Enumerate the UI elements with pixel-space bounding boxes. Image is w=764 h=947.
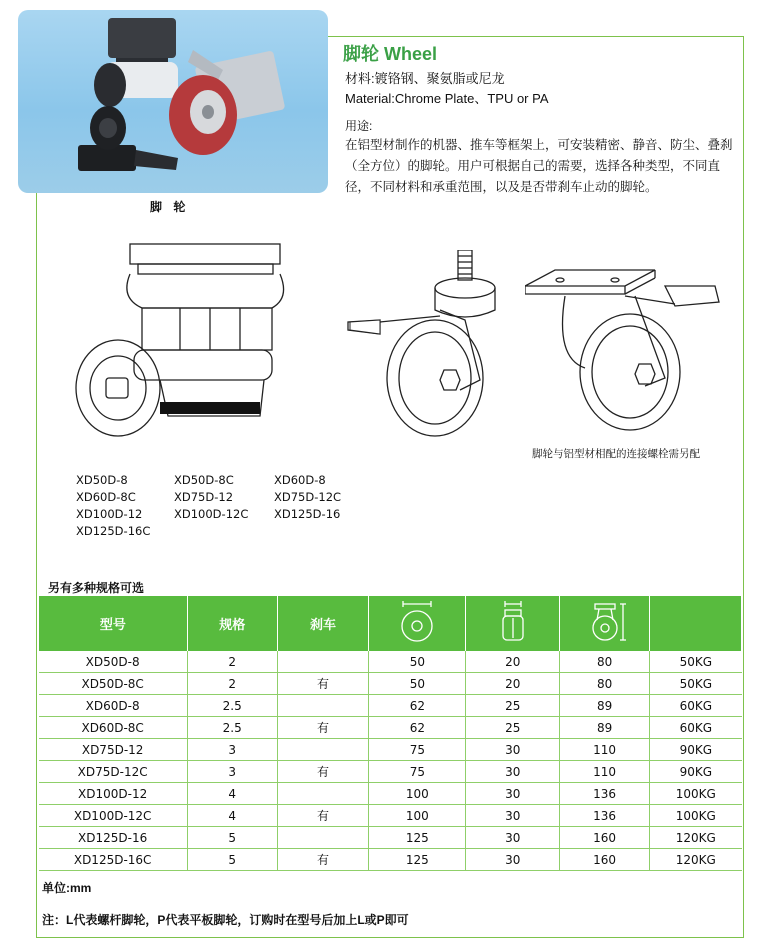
table-cell: XD60D-8C — [39, 717, 188, 739]
table-cell: 4 — [187, 805, 277, 827]
table-cell: 有 — [277, 717, 369, 739]
table-cell: 60KG — [650, 717, 742, 739]
table-cell: 50 — [369, 673, 466, 695]
table-row — [39, 695, 742, 717]
table-cell: 100 — [369, 805, 466, 827]
table-row — [39, 827, 742, 849]
table-cell: 100KG — [650, 783, 742, 805]
table-cell: 3 — [187, 761, 277, 783]
caster-height-icon — [583, 600, 627, 644]
unit-label: 单位:mm — [42, 881, 92, 895]
table-cell: 50 — [369, 651, 466, 673]
table-cell: 有 — [277, 761, 369, 783]
header-height — [560, 596, 650, 651]
wheel-width-icon — [493, 600, 533, 644]
material-cn: 材料:镀铬钢、聚氨脂或尼龙 — [345, 71, 505, 86]
table-cell: 120KG — [650, 849, 742, 871]
table-cell: 100KG — [650, 805, 742, 827]
plate-caster-drawing — [525, 268, 725, 438]
table-cell: XD100D-12 — [39, 783, 188, 805]
table-cell: 有 — [277, 849, 369, 871]
table-cell: 136 — [560, 783, 650, 805]
table-cell: 110 — [560, 739, 650, 761]
table-cell: 120KG — [650, 827, 742, 849]
model-item: XD60D-8C — [76, 490, 136, 504]
table-cell: 90KG — [650, 761, 742, 783]
table-row — [39, 717, 742, 739]
model-item: XD125D-16 — [274, 507, 341, 521]
table-cell: 80 — [560, 651, 650, 673]
table-cell: XD125D-16 — [39, 827, 188, 849]
table-cell: 有 — [277, 673, 369, 695]
header-load — [650, 596, 742, 651]
table-cell: XD50D-8 — [39, 651, 188, 673]
table-cell: 110 — [560, 761, 650, 783]
leveling-caster-drawing — [60, 238, 300, 448]
photo-caption: 脚 轮 — [150, 200, 190, 214]
table-cell: XD100D-12C — [39, 805, 188, 827]
table-cell: 4 — [187, 783, 277, 805]
table-cell: 25 — [466, 695, 560, 717]
table-cell: 75 — [369, 761, 466, 783]
table-cell: 90KG — [650, 739, 742, 761]
table-cell: XD75D-12C — [39, 761, 188, 783]
table-cell: 20 — [466, 673, 560, 695]
table-cell: 5 — [187, 827, 277, 849]
table-cell — [277, 739, 369, 761]
model-item: XD125D-16C — [76, 524, 151, 538]
header-size: 规格 — [187, 596, 277, 651]
model-item: XD100D-12C — [174, 507, 249, 521]
table-cell — [277, 783, 369, 805]
table-row — [39, 849, 742, 871]
header-width — [466, 596, 560, 651]
table-cell: XD60D-8 — [39, 695, 188, 717]
material-en: Material:Chrome Plate、TPU or PA — [345, 91, 549, 106]
table-cell: 2 — [187, 673, 277, 695]
table-cell: 5 — [187, 849, 277, 871]
table-cell: 30 — [466, 783, 560, 805]
table-row — [39, 673, 742, 695]
table-cell — [277, 651, 369, 673]
table-cell: 89 — [560, 717, 650, 739]
table-cell: 有 — [277, 805, 369, 827]
footnote: 注：L代表螺杆脚轮，P代表平板脚轮，订购时在型号后加上L或P即可 — [42, 913, 409, 927]
product-photo — [18, 10, 328, 193]
table-cell: 89 — [560, 695, 650, 717]
table-cell: 30 — [466, 739, 560, 761]
table-row — [39, 783, 742, 805]
table-cell: 30 — [466, 805, 560, 827]
wheel-diameter-icon — [397, 600, 437, 644]
table-cell: 30 — [466, 827, 560, 849]
spec-table — [38, 596, 742, 871]
table-cell: 2 — [187, 651, 277, 673]
table-cell: 25 — [466, 717, 560, 739]
bolt-note: 脚轮与铝型材相配的连接螺栓需另配 — [532, 448, 700, 460]
table-row — [39, 739, 742, 761]
table-cell: 80 — [560, 673, 650, 695]
table-cell: XD50D-8C — [39, 673, 188, 695]
table-cell — [277, 827, 369, 849]
table-cell: 3 — [187, 739, 277, 761]
table-cell: 62 — [369, 695, 466, 717]
table-header-row — [39, 596, 742, 651]
model-item: XD75D-12C — [274, 490, 342, 504]
table-cell — [277, 695, 369, 717]
table-cell: 60KG — [650, 695, 742, 717]
table-row — [39, 651, 742, 673]
table-cell: 50KG — [650, 651, 742, 673]
table-cell: 2.5 — [187, 717, 277, 739]
model-item: XD60D-8 — [274, 473, 326, 487]
model-item: XD100D-12 — [76, 507, 143, 521]
product-title: 脚轮 Wheel — [343, 44, 438, 64]
usage-text: 在铝型材制作的机器、推车等框架上，可安装精密、静音、防尘、叠刹（全方位）的脚轮。用户可根据自己的需要，选择各种类型，不同直径，不同材料和承重范围，以及是否带刹车止动的脚轮。 — [345, 138, 733, 194]
table-cell: 160 — [560, 827, 650, 849]
stem-caster-drawing — [340, 250, 520, 440]
table-cell: XD75D-12 — [39, 739, 188, 761]
header-model: 型号 — [39, 596, 188, 651]
table-cell: 62 — [369, 717, 466, 739]
table-cell: XD125D-16C — [39, 849, 188, 871]
table-cell: 2.5 — [187, 695, 277, 717]
table-cell: 125 — [369, 849, 466, 871]
table-row — [39, 761, 742, 783]
table-cell: 125 — [369, 827, 466, 849]
table-cell: 100 — [369, 783, 466, 805]
model-item: XD75D-12 — [174, 490, 234, 504]
more-specs-label: 另有多种规格可选 — [48, 581, 145, 595]
table-cell: 136 — [560, 805, 650, 827]
table-cell: 75 — [369, 739, 466, 761]
header-brake: 刹车 — [277, 596, 369, 651]
model-item: XD50D-8C — [174, 473, 234, 487]
table-cell: 50KG — [650, 673, 742, 695]
table-cell: 30 — [466, 849, 560, 871]
table-row — [39, 805, 742, 827]
table-cell: 30 — [466, 761, 560, 783]
table-cell: 160 — [560, 849, 650, 871]
table-cell: 20 — [466, 651, 560, 673]
header-diameter — [369, 596, 466, 651]
model-item: XD50D-8 — [76, 473, 128, 487]
usage-label: 用途: — [345, 119, 373, 133]
